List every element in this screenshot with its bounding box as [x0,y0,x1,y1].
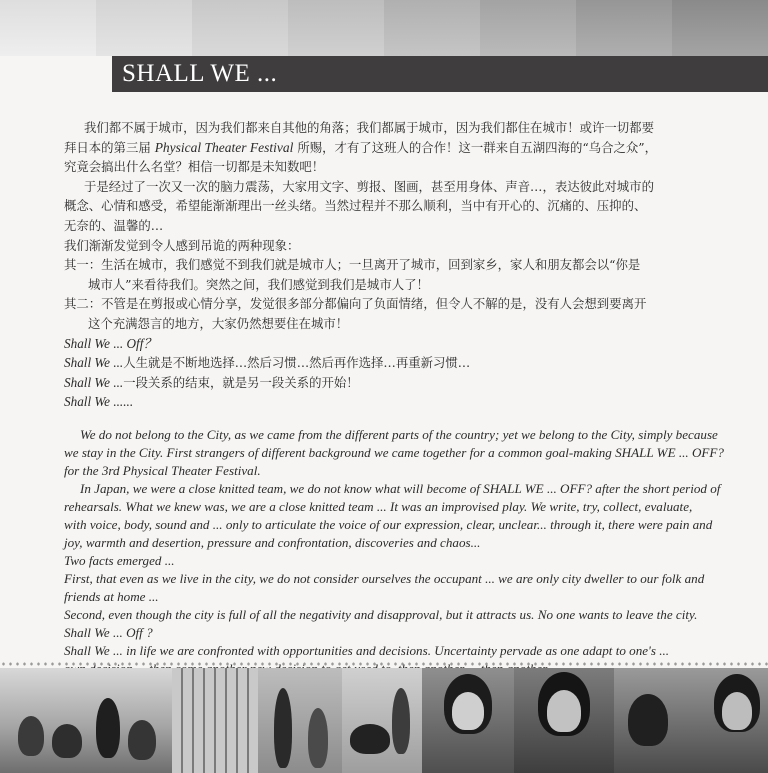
shall-we-en: Shall We ... Off？ [64,335,157,351]
shall-we-zh: 人生就是不断地选择…然后习惯…然后再作选择…再重新习惯… [123,355,471,371]
en-line: Shall We ... in life we are confronted with opportunities and decisions. Uncertainty pervade as one adapt to one's ... [64,642,670,658]
title-bar [112,56,768,92]
photo-portrait-woman [422,668,514,773]
shall-we-en: Shall We ...... [64,394,134,410]
top-tile [96,0,192,56]
en-line: First, that even as we live in the city, we do not consider ourselves the occupant ... we are only city dweller to our folk and [64,570,705,586]
shall-we-line [64,334,740,354]
photo-portrait-man [514,668,614,773]
zh-line [64,138,740,158]
top-tile [384,0,480,56]
person-figure [308,708,328,768]
zh-line: 究竟会搞出什么名堂？相信一切都是未知数吧！ [64,159,325,175]
en-line: rehearsals. What we knew was, we are a close knitted team ... It was an improvised play. We write, try, collect, evaluate, [64,498,693,514]
person-figure [52,724,82,758]
top-tile [192,0,288,56]
en-line: Two facts emerged ... [64,552,175,568]
shall-we-line [64,353,740,373]
en-line: Second, even though the city is full of all the negativity and disapproval, but it attracts us. No one wants to leave the city. [64,606,698,622]
photo-grid-rack [172,668,258,773]
top-tile [0,0,96,56]
en-line: joy, warmth and desertion, pressure and confrontation, discoveries and chaos... [64,534,481,550]
page-title: SHALL WE ... [122,60,278,87]
person-figure [628,694,668,746]
top-tile [288,0,384,56]
en-line: we stay in the City. First strangers of different background we came together for a common goal-making SHALL WE ... OFF? [64,444,724,460]
zh-fact-two: 其二：不管是在剪报或心情分享，发觉很多部分都偏向了负面情绪，但令人不解的是，没有人会想到要离开 [64,296,647,312]
person-figure [128,720,156,760]
en-line: with voice, body, sound and ... only to articulate the voice of our expression, clear, unclear... through it, there were pain and [64,516,713,532]
photo-group-faces [614,668,768,773]
shall-we-line [64,392,740,412]
en-line: friends at home ... [64,588,159,604]
en-line: In Japan, we were a close knitted team, we do not know what will become of SHALL WE ... OFF? after the short period of [80,480,721,496]
person-figure [96,698,120,758]
zh-fact-one-cont: 城市人”来看待我们。突然之间，我们感觉到我们是城市人了！ [88,276,429,292]
face-shape [452,692,484,730]
photo-strip [0,668,768,773]
person-figure [392,688,410,754]
main-content [64,118,740,714]
festival-name: Physical Theater Festival [154,139,294,155]
en-line: We do not belong to the City, as we came from the different parts of the country; yet we belong to the City, simply because [80,426,718,442]
dotted-divider [0,660,768,668]
zh-line: 我们渐渐发觉到令人感到吊诡的两种现象： [64,237,300,253]
person-figure [350,724,390,754]
shall-we-zh: 一段关系的结束，就是另一段关系的开始！ [123,374,359,390]
top-tile [480,0,576,56]
photo-standing [258,668,342,773]
photo-dance [342,668,422,773]
zh-line: 我们都不属于城市，因为我们都来自其他的角落；我们都属于城市，因为我们都住在城市！或许一切都要 [84,120,654,135]
person-figure [274,688,292,768]
top-decorative-band [0,0,768,56]
zh-line: 无奈的、温馨的… [64,217,164,233]
face-shape [722,692,752,730]
photo-group-floor [0,668,172,773]
top-tile [576,0,672,56]
en-line: Shall We ... Off ? [64,624,153,640]
zh-line: 于是经过了一次又一次的脑力震荡，大家用文字、剪报、图画，甚至用身体、声音…，表达彼此对城市的 [84,178,654,194]
shall-we-en: Shall We ... [64,355,124,371]
shall-we-en: Shall We ... [64,374,124,390]
person-figure [18,716,44,756]
zh-line: 概念、心情和感受，希望能渐渐理出一丝头绪。当然过程并不那么顺利，当中有开心的、沉痛的、压抑的、 [64,198,647,214]
zh-fact-one: 其一：生活在城市，我们感觉不到我们就是城市人；一旦离开了城市，回到家乡，家人和朋友都会以“你是 [64,257,641,273]
zh-text: 所赐，才有了这班人的合作！这一群来自五湖四海的“乌合之众”， [297,139,657,155]
zh-text: 拜日本的第三届 [64,139,151,155]
en-line: for the 3rd Physical Theater Festival. [64,462,261,478]
zh-fact-two-cont: 这个充满怨言的地方，大家仍然想要住在城市！ [88,315,349,331]
top-tile [672,0,768,56]
face-shape [547,690,581,732]
shall-we-line [64,373,740,393]
